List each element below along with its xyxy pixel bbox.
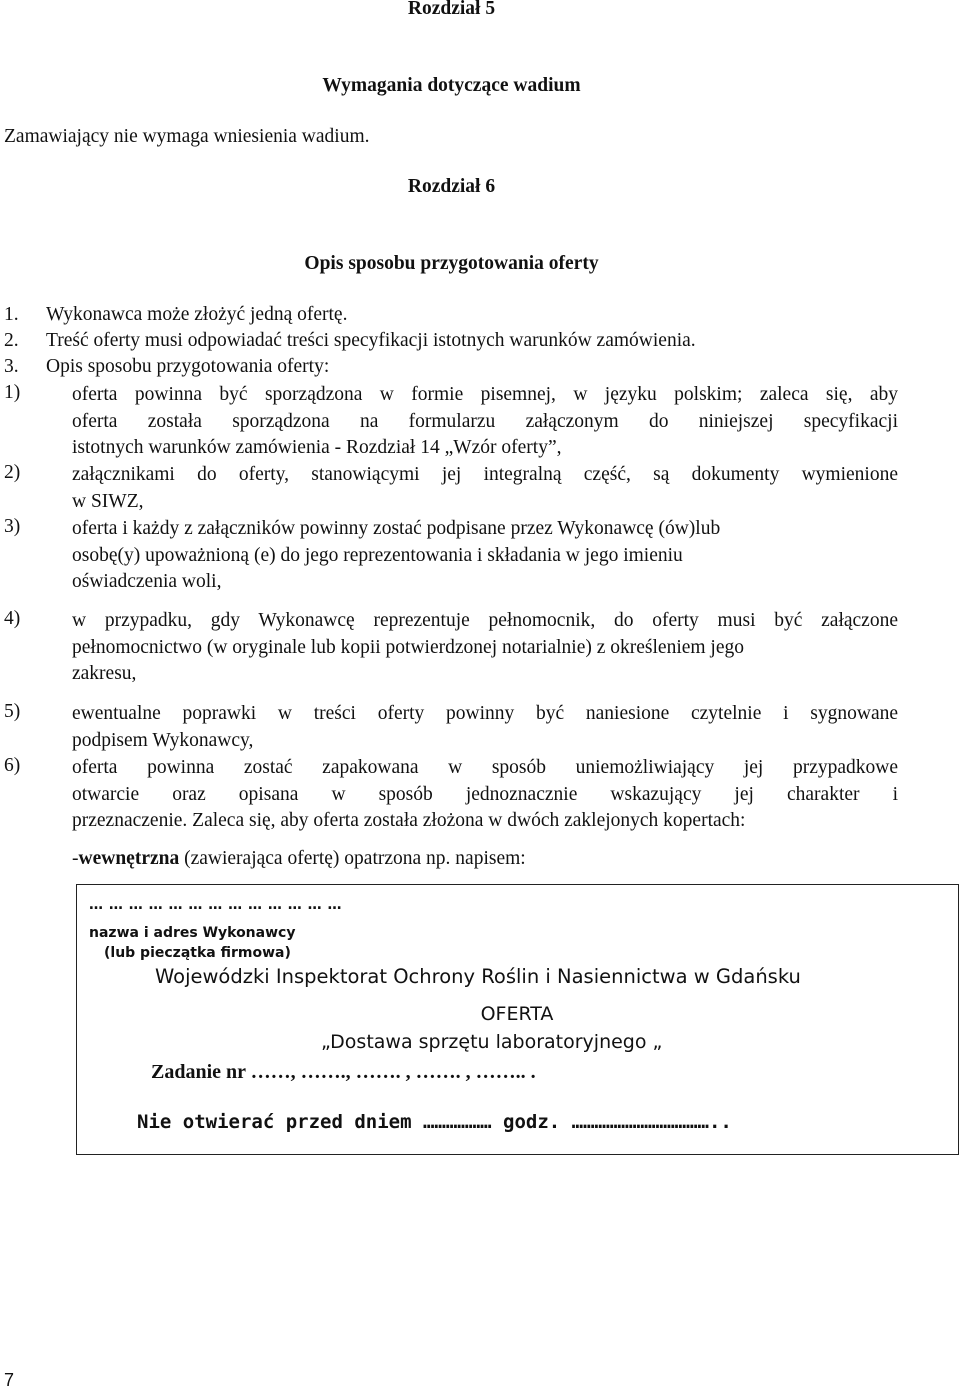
page-number: 7 — [4, 1370, 15, 1390]
point-1-text: Wykonawca może złożyć jedną ofertę. — [46, 304, 348, 325]
point-3-text: Opis sposobu przygotowania oferty: — [46, 356, 330, 377]
point-2-number: 2. — [4, 330, 19, 351]
subpoint-line: zakresu, — [72, 663, 137, 684]
envelope-offer: OFERTA — [480, 1003, 554, 1025]
subpoint-line: oferta powinna zostać zapakowana w sposób uniemożliwiający jej przypadkowe — [72, 757, 898, 778]
subpoint-number: 6) — [4, 755, 21, 776]
envelope-recipient: Wojewódzki Inspektorat Ochrony Roślin i Nasiennictwa w Gdańsku — [155, 965, 801, 988]
subpoint-line: oferta została sporządzona na formularzu załączonym do niniejszej specyfikacji — [72, 410, 898, 432]
envelope-label-box — [76, 884, 959, 1155]
inner-bold: wewnętrzna — [78, 848, 180, 869]
subpoint-number: 2) — [4, 462, 21, 483]
envelope-stamp-label: (lub pieczątka firmowa) — [104, 945, 291, 961]
section5-title: Wymagania dotyczące wadium — [322, 75, 581, 96]
subpoint-number: 4) — [4, 608, 21, 629]
envelope-dots: … … … … … … … … … … … … … — [89, 897, 342, 913]
envelope-subject: „Dostawa sprzętu laboratoryjnego „ — [321, 1031, 663, 1053]
subpoint-line: oferta i każdy z załączników powinny zostać podpisane przez Wykonawcę (ów)lub — [72, 518, 721, 539]
subpoint-line: podpisem Wykonawcy, — [72, 729, 254, 751]
subpoint-line: osobę(y) upoważnioną (e) do jego reprezentowania i składania w jego imieniu — [72, 544, 683, 566]
subpoint-line: otwarcie oraz opisana w sposób jednoznacznie wskazujący jej charakter i — [72, 783, 898, 805]
envelope-task: Zadanie nr ……, ……., ……. , ……. , …….. . — [151, 1061, 536, 1083]
section5-body: Zamawiający nie wymaga wniesienia wadium. — [4, 126, 370, 147]
section5-heading: Rozdział 5 — [407, 0, 496, 19]
subpoint-line: w SIWZ, — [72, 490, 144, 512]
subpoint-line: istotnych warunków zamówienia - Rozdział 14 „Wzór oferty”, — [72, 437, 562, 458]
subpoint-number: 5) — [4, 701, 21, 722]
inner-envelope-line — [72, 848, 526, 870]
subpoint-number: 3) — [4, 516, 21, 537]
point-2-text: Treść oferty musi odpowiadać treści specyfikacji istotnych warunków zamówienia. — [46, 330, 696, 351]
point-1-number: 1. — [4, 304, 19, 325]
subpoint-line: przeznaczenie. Zaleca się, aby oferta została złożona w dwóch zaklejonych kopertach: — [72, 810, 746, 831]
envelope-do-not-open: Nie otwierać przed dniem ……………… godz. ……………………………….. — [137, 1111, 732, 1133]
subpoint-line: załącznikami do oferty, stanowiącymi jej integralną część, są dokumenty wymienione — [72, 464, 898, 485]
subpoint-line: w przypadku, gdy Wykonawcę reprezentuje pełnomocnik, do oferty musi być załączone — [72, 610, 898, 631]
subpoint-line: ewentualne poprawki w treści oferty powinny być naniesione czytelnie i sygnowane — [72, 703, 898, 724]
subpoint-line: pełnomocnictwo (w oryginale lub kopii potwierdzonej notarialnie) z określeniem jego — [72, 636, 745, 658]
subpoint-line: oferta powinna być sporządzona w formie pisemnej, w języku polskim; zaleca się, aby — [72, 384, 898, 405]
subpoint-line: oświadczenia woli, — [72, 571, 222, 592]
envelope-name-label: nazwa i adres Wykonawcy — [89, 925, 296, 941]
inner-prefix: - — [72, 848, 79, 869]
section6-heading: Rozdział 6 — [407, 176, 496, 197]
subpoint-number: 1) — [4, 382, 21, 403]
section6-title: Opis sposobu przygotowania oferty — [304, 253, 599, 274]
inner-rest: (zawierająca ofertę) opatrzona np. napisem: — [179, 848, 526, 869]
point-3-number: 3. — [4, 356, 19, 377]
